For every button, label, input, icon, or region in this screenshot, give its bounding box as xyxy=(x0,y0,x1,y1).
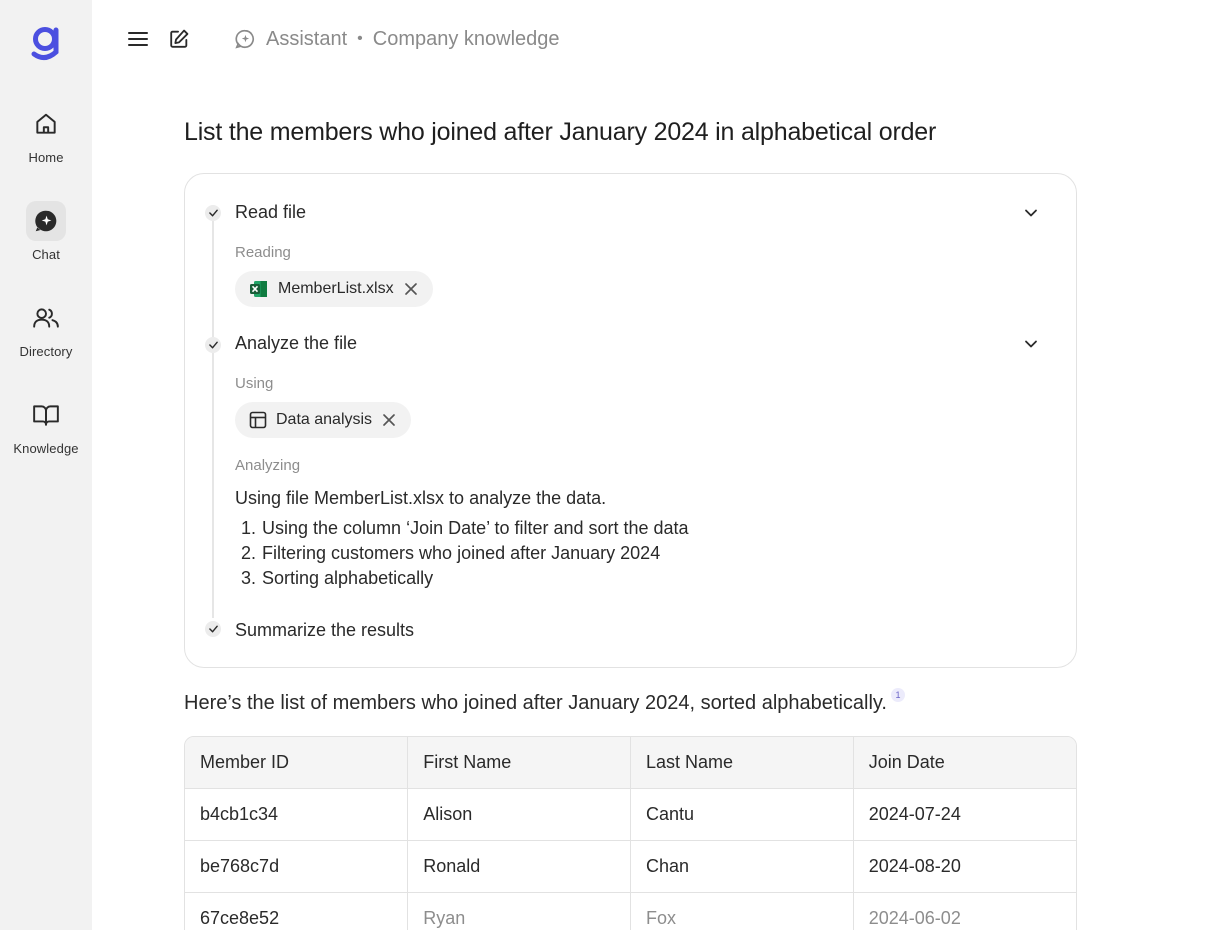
table-cell: Cantu xyxy=(631,788,854,840)
chevron-down-icon[interactable] xyxy=(1022,335,1040,353)
close-icon[interactable] xyxy=(381,412,397,428)
sidebar-item-label: Directory xyxy=(19,344,73,359)
new-chat-button[interactable] xyxy=(164,24,194,54)
analysis-description: Using file MemberList.xlsx to analyze the data. xyxy=(235,488,607,508)
table-cell: Ronald xyxy=(408,840,631,892)
context-label[interactable]: Company knowledge xyxy=(372,27,560,50)
using-label: Using xyxy=(235,375,274,392)
tool-chip[interactable] xyxy=(235,402,411,438)
answer-sentence: Here’s the list of members who joined after January 2024, sorted alphabetically. xyxy=(184,692,887,714)
step-title-read-file: Read file xyxy=(235,202,307,222)
table-cell: Fox xyxy=(631,892,854,930)
analysis-steps-list xyxy=(235,516,689,591)
assistant-icon xyxy=(234,28,256,50)
excel-file-icon xyxy=(249,279,269,299)
sidebar xyxy=(0,0,92,930)
table-cell: be768c7d xyxy=(185,840,408,892)
results-table xyxy=(184,736,1077,930)
app-logo[interactable] xyxy=(28,24,64,64)
table-cell: Alison xyxy=(408,788,631,840)
column-header-member-id[interactable]: Member ID xyxy=(185,737,408,788)
check-icon xyxy=(205,205,221,221)
sidebar-item-label: Chat xyxy=(32,247,60,262)
breadcrumb-separator: • xyxy=(357,30,363,47)
top-bar xyxy=(92,0,1230,76)
table-cell: Ryan xyxy=(408,892,631,930)
table-row xyxy=(185,892,1076,930)
step-title-summarize: Summarize the results xyxy=(235,620,415,640)
breadcrumb xyxy=(234,24,560,54)
analyzing-label: Analyzing xyxy=(235,457,301,474)
edit-icon xyxy=(168,28,190,50)
check-icon xyxy=(205,621,221,637)
citation-badge[interactable]: 1 xyxy=(891,688,905,702)
chat-sparkle-icon xyxy=(26,201,66,241)
list-item: 2. Filtering customers who joined after January 2024 xyxy=(241,543,661,563)
column-header-first-name[interactable]: First Name xyxy=(408,737,631,788)
step-title-analyze: Analyze the file xyxy=(235,333,358,353)
table-cell: Chan xyxy=(631,840,854,892)
sidebar-item-directory[interactable] xyxy=(0,298,92,359)
file-name: MemberList.xlsx xyxy=(278,280,394,297)
sidebar-item-home[interactable] xyxy=(0,104,92,165)
tool-name: Data analysis xyxy=(276,411,373,428)
table-row xyxy=(185,840,1076,892)
home-icon xyxy=(26,104,66,144)
column-header-last-name[interactable]: Last Name xyxy=(631,737,854,788)
table-layout-icon xyxy=(249,411,267,429)
table-cell: b4cb1c34 xyxy=(185,788,408,840)
list-item: 3. Sorting alphabetically xyxy=(241,568,434,588)
table-header-row xyxy=(185,737,1076,788)
chevron-down-icon[interactable] xyxy=(1022,204,1040,222)
table-cell: 2024-08-20 xyxy=(853,840,1076,892)
menu-button[interactable] xyxy=(123,24,153,54)
sidebar-item-label: Home xyxy=(28,150,64,165)
sidebar-item-knowledge[interactable] xyxy=(0,395,92,456)
check-icon xyxy=(205,337,221,353)
list-item: 1. Using the column ‘Join Date’ to filter and sort the data xyxy=(241,518,689,538)
assistant-label[interactable]: Assistant xyxy=(266,27,348,50)
step-connector xyxy=(212,220,214,618)
column-header-join-date[interactable]: Join Date xyxy=(853,737,1076,788)
close-icon[interactable] xyxy=(403,281,419,297)
file-chip[interactable] xyxy=(235,271,433,307)
sidebar-item-chat[interactable] xyxy=(0,201,92,262)
reasoning-steps-card xyxy=(184,173,1077,668)
answer-text xyxy=(184,692,905,715)
user-query: List the members who joined after January 2024 in alphabetical order xyxy=(184,118,937,146)
table-cell: 67ce8e52 xyxy=(185,892,408,930)
reading-label: Reading xyxy=(235,244,291,261)
table-cell: 2024-06-02 xyxy=(853,892,1076,930)
people-icon xyxy=(26,298,66,338)
sidebar-item-label: Knowledge xyxy=(13,441,79,456)
table-row xyxy=(185,788,1076,840)
book-icon xyxy=(26,395,66,435)
hamburger-icon xyxy=(128,31,148,47)
table-cell: 2024-07-24 xyxy=(853,788,1076,840)
